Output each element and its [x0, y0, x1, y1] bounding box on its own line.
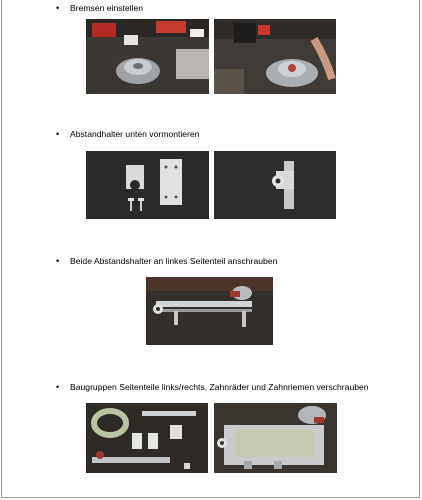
step-heading: [56, 382, 369, 392]
page-frame: [1, 0, 420, 498]
step-heading: [56, 3, 144, 13]
step-heading-text: Baugruppen Seitenteile links/rechts, Zahnräder und Zahnriemen verschrauben: [70, 382, 369, 392]
step-heading-text: Bremsen einstellen: [70, 3, 144, 13]
bullet-icon: •: [56, 382, 60, 392]
bullet-icon: •: [56, 3, 60, 13]
side-panel-spacers-photo: [146, 277, 273, 345]
brake-workbench-photo: [86, 19, 209, 94]
spacer-parts-photo: [86, 151, 209, 219]
step-heading-text: Beide Abstandshalter an linkes Seitenteil anschrauben: [70, 256, 278, 266]
step-heading: [56, 129, 200, 139]
step-heading-text: Abstandhalter unten vormontieren: [70, 129, 200, 139]
spacer-assembled-photo: [214, 151, 336, 219]
assembly-complete-photo: [214, 403, 337, 473]
brake-disc-closeup-photo: [214, 19, 336, 94]
bullet-icon: •: [56, 129, 60, 139]
assembly-parts-layout-photo: [86, 403, 208, 473]
step-heading: [56, 256, 278, 266]
bullet-icon: •: [56, 256, 60, 266]
